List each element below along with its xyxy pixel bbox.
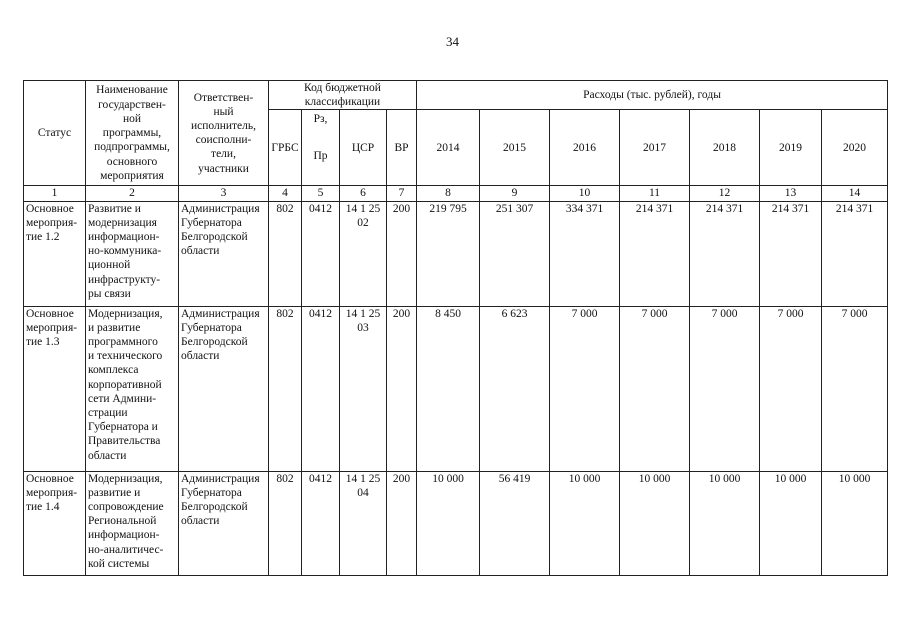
row-value-2016: 7 000 [550,306,620,471]
column-number: 12 [690,186,760,201]
header-year-2015: 2015 [480,110,550,186]
column-number: 8 [417,186,480,201]
column-number: 1 [24,186,86,201]
row-rzpr: 0412 [302,201,340,306]
header-grbs: ГРБС [269,110,302,186]
table-row [24,306,888,471]
row-value-2017: 214 371 [620,201,690,306]
column-number: 9 [480,186,550,201]
header-csr: ЦСР [340,110,387,186]
row-name: Модернизация, развитие и сопровождение Региональной информацион- но-аналитичес- кой системы [86,471,179,575]
header-year-2019: 2019 [760,110,822,186]
row-value-2016: 334 371 [550,201,620,306]
row-value-2018: 7 000 [690,306,760,471]
row-value-2020: 10 000 [822,471,888,575]
row-vr: 200 [387,471,417,575]
column-number: 5 [302,186,340,201]
header-rz: Рз, [302,110,340,127]
row-value-2017: 10 000 [620,471,690,575]
header-year-2016: 2016 [550,110,620,186]
row-responsible: Администрация Губернатора Белгородской области [179,471,269,575]
row-value-2019: 214 371 [760,201,822,306]
row-grbs: 802 [269,201,302,306]
column-number: 2 [86,186,179,201]
row-value-2018: 214 371 [690,201,760,306]
column-number-row [24,186,888,201]
row-rzpr: 0412 [302,471,340,575]
row-name: Развитие и модернизация информацион- но-коммуника- ционной инфраструкту- ры связи [86,201,179,306]
budget-table [23,80,888,576]
column-number: 7 [387,186,417,201]
row-csr: 14 1 25 04 [340,471,387,575]
row-rzpr: 0412 [302,306,340,471]
row-value-2016: 10 000 [550,471,620,575]
header-pr: Пр [302,127,340,186]
header-vr: ВР [387,110,417,186]
row-grbs: 802 [269,471,302,575]
row-status: Основное мероприя- тие 1.2 [24,201,86,306]
table-row [24,471,888,575]
row-value-2017: 7 000 [620,306,690,471]
row-grbs: 802 [269,306,302,471]
row-csr: 14 1 25 02 [340,201,387,306]
column-number: 11 [620,186,690,201]
header-year-2018: 2018 [690,110,760,186]
column-number: 14 [822,186,888,201]
header-year-2017: 2017 [620,110,690,186]
row-status: Основное мероприя- тие 1.3 [24,306,86,471]
row-value-2020: 214 371 [822,201,888,306]
header-budget-code: Код бюджетной классификации [269,81,417,110]
header-year-2014: 2014 [417,110,480,186]
row-value-2014: 219 795 [417,201,480,306]
table-row [24,201,888,306]
column-number: 13 [760,186,822,201]
column-number: 10 [550,186,620,201]
row-name: Модернизация, и развитие программного и технического комплекса корпоративной сети Админи- страции Губернатора и Правительства области [86,306,179,471]
header-responsible: Ответствен- ный исполнитель, соисполни- тели, участники [179,81,269,186]
row-value-2015: 251 307 [480,201,550,306]
column-number: 3 [179,186,269,201]
column-number: 4 [269,186,302,201]
row-value-2014: 10 000 [417,471,480,575]
header-expenses: Расходы (тыс. рублей), годы [417,81,888,110]
row-responsible: Администрация Губернатора Белгородской области [179,201,269,306]
row-csr: 14 1 25 03 [340,306,387,471]
page-number: 34 [446,34,459,49]
row-value-2014: 8 450 [417,306,480,471]
row-value-2019: 10 000 [760,471,822,575]
row-value-2015: 56 419 [480,471,550,575]
row-status: Основное мероприя- тие 1.4 [24,471,86,575]
row-value-2019: 7 000 [760,306,822,471]
row-value-2018: 10 000 [690,471,760,575]
row-value-2015: 6 623 [480,306,550,471]
row-vr: 200 [387,201,417,306]
row-value-2020: 7 000 [822,306,888,471]
row-responsible: Администрация Губернатора Белгородской области [179,306,269,471]
row-vr: 200 [387,306,417,471]
header-year-2020: 2020 [822,110,888,186]
header-program-name: Наименование государствен- ной программы, подпрограммы, основного мероприятия [86,81,179,186]
column-number: 6 [340,186,387,201]
header-status: Статус [24,81,86,186]
